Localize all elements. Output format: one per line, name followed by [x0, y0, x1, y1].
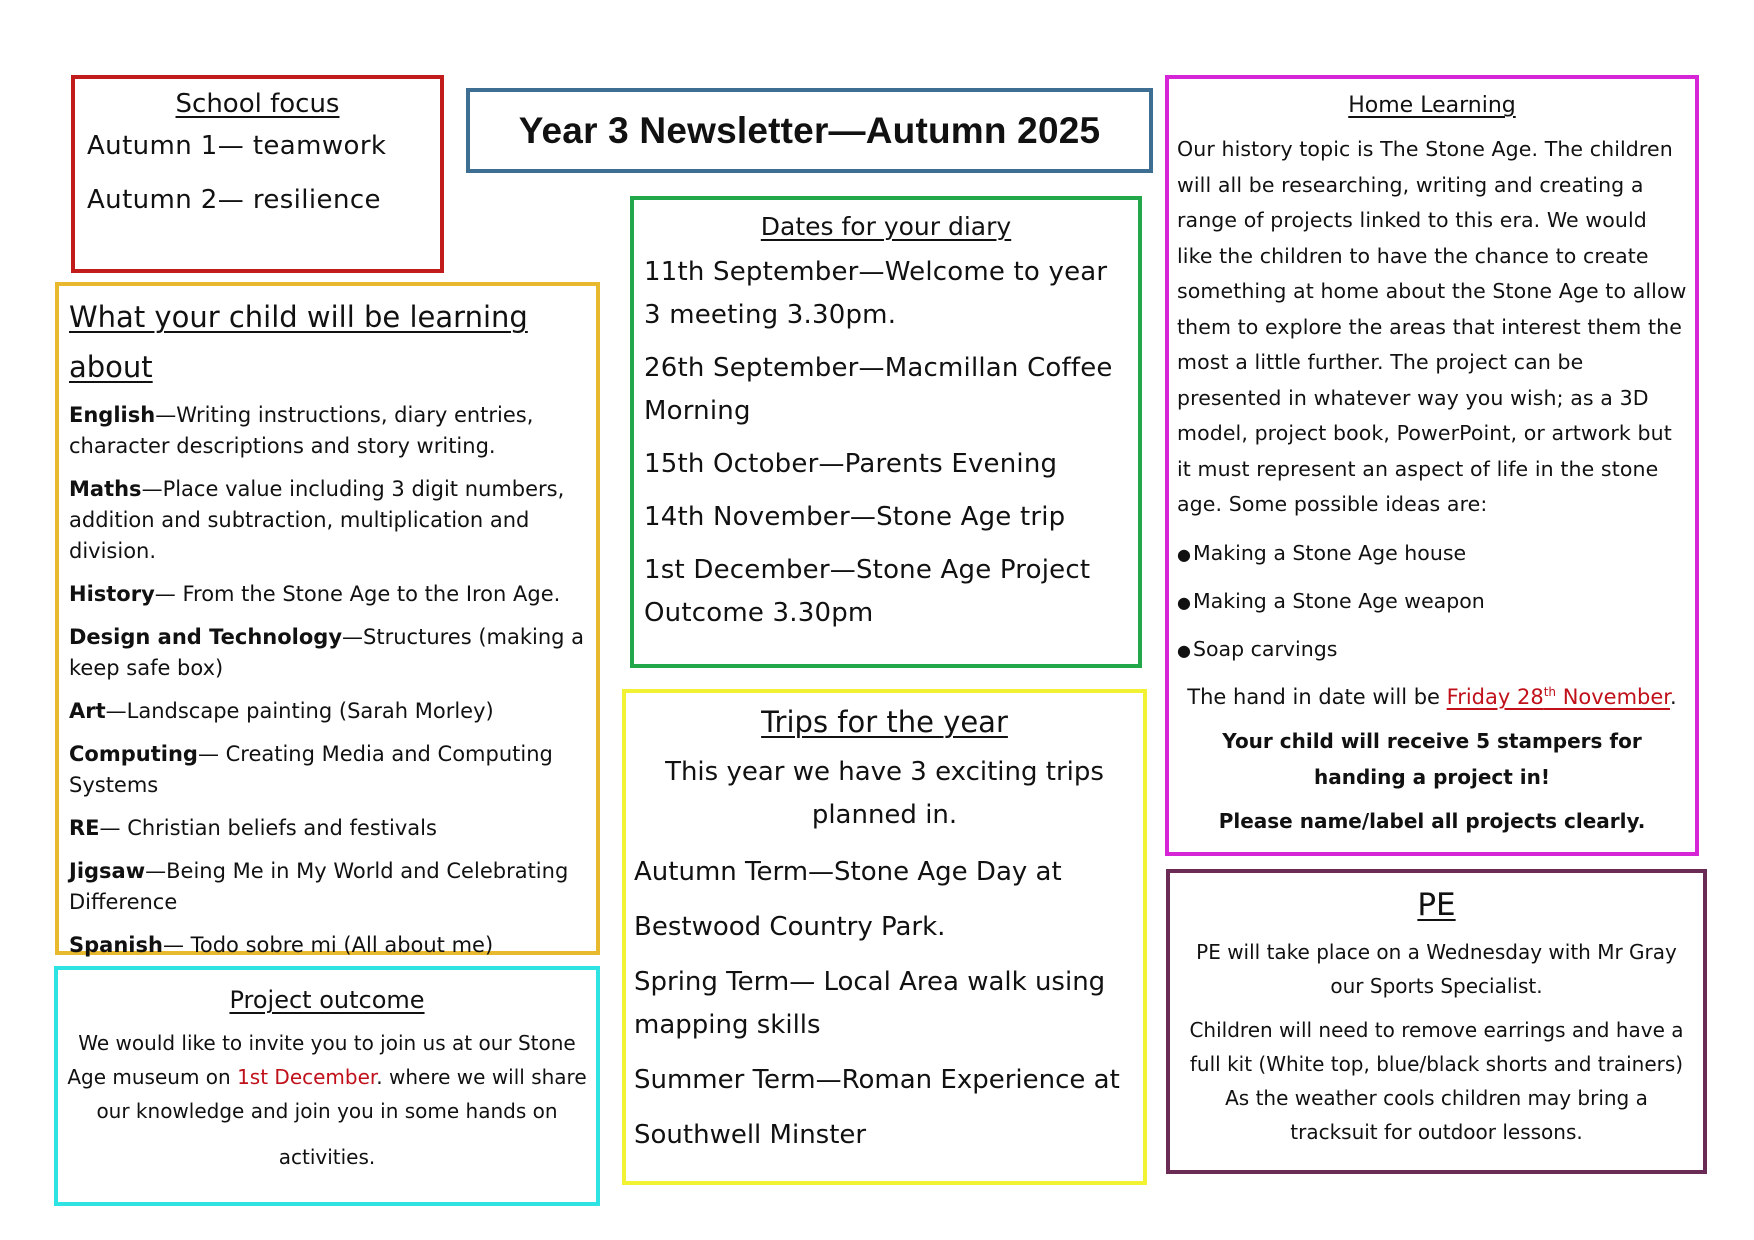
bullet-icon: ●: [1177, 640, 1191, 660]
trips-heading: Trips for the year: [761, 705, 1008, 739]
subject-re: [69, 813, 586, 844]
bullet-icon: ●: [1177, 544, 1191, 564]
subject-dt: [69, 622, 586, 684]
home-learning-heading: Home Learning: [1348, 93, 1516, 118]
newsletter-title: Year 3 Newsletter—Autumn 2025: [518, 109, 1101, 151]
hand-in-date: [1177, 685, 1687, 709]
subject-name: RE: [69, 816, 100, 840]
hand-in-deadline: [1447, 685, 1670, 709]
learning-heading: What your child will be learning about: [69, 300, 528, 384]
trip-item: Bestwood Country Park.: [634, 912, 946, 942]
subject-name: History: [69, 582, 155, 606]
stampers-note: Your child will receive 5 stampers for handing a project in!: [1222, 728, 1642, 789]
subject-maths: [69, 474, 586, 567]
project-text-before: We would like to invite you to join us at our Stone Age museum on: [67, 1031, 576, 1089]
home-learning-body: Our history topic is The Stone Age. The children will all be researching, writing and creating a range of projects linked to this era. We would like the children to have the chance to create something at home about the Stone Age to allow them to explore the areas that interest them the most a little further. The project can be presented in whatever way you wish; as a 3D model, project book, PowerPoint, or artwork but it must represent an aspect of life in the stone age. Some possible ideas are:: [1177, 137, 1687, 516]
trip-item: Southwell Minster: [634, 1120, 867, 1150]
project-outcome-panel: [54, 966, 600, 1206]
idea-text: Making a Stone Age weapon: [1193, 588, 1485, 613]
subject-spanish: [69, 930, 586, 961]
school-focus-item: Autumn 2— resilience: [87, 185, 381, 215]
subject-name: Jigsaw: [69, 859, 146, 883]
idea-item: [1177, 541, 1687, 565]
trip-item: Autumn Term—Stone Age Day at: [634, 857, 1062, 887]
project-last-line: activities.: [278, 1145, 376, 1169]
subject-name: Computing: [69, 742, 198, 766]
subject-english: [69, 400, 586, 462]
subject-jigsaw: [69, 856, 586, 918]
project-text-after: . where we will share our knowledge and join you in some hands on: [96, 1065, 587, 1123]
label-note: Please name/label all projects clearly.: [1218, 808, 1646, 833]
school-focus-item: Autumn 1— teamwork: [87, 131, 387, 161]
idea-item: [1177, 589, 1687, 613]
date-item: 14th November—Stone Age trip: [644, 502, 1066, 532]
trip-item: Spring Term— Local Area walk using mapping skills: [634, 967, 1106, 1040]
school-focus-panel: [71, 75, 444, 273]
dates-panel: [630, 196, 1142, 668]
subject-name: Design and Technology: [69, 625, 343, 649]
subject-name: Maths: [69, 477, 142, 501]
subject-name: Spanish: [69, 933, 163, 957]
subject-name: Art: [69, 699, 106, 723]
subject-text: —Structures (making a keep safe box): [69, 625, 585, 680]
pe-panel: [1166, 869, 1707, 1174]
subject-text: — From the Stone Age to the Iron Age.: [154, 582, 561, 606]
idea-text: Soap carvings: [1193, 636, 1338, 661]
subject-text: — Christian beliefs and festivals: [99, 816, 437, 840]
pe-paragraph: PE will take place on a Wednesday with Mr Gray our Sports Specialist.: [1196, 940, 1677, 998]
bullet-icon: ●: [1177, 592, 1191, 612]
subject-text: — Creating Media and Computing Systems: [69, 742, 553, 797]
date-item: 11th September—Welcome to year 3 meeting 3.30pm.: [644, 257, 1108, 330]
ideas-list: [1177, 541, 1687, 661]
newsletter-title-panel: [466, 88, 1153, 173]
project-outcome-text: [66, 1026, 588, 1128]
learning-panel: [55, 282, 600, 955]
date-item: 26th September—Macmillan Coffee Morning: [644, 353, 1113, 426]
subject-name: English: [69, 403, 156, 427]
subject-computing: [69, 739, 586, 801]
trips-intro: This year we have 3 exciting trips planned in.: [665, 757, 1104, 830]
pe-paragraph: Children will need to remove earrings and have a full kit (White top, blue/black shorts and trainers) As the weather cools children may bring a tracksuit for outdoor lessons.: [1189, 1018, 1684, 1144]
hand-in-day: Friday 28: [1446, 684, 1544, 709]
subject-art: [69, 696, 586, 727]
idea-text: Making a Stone Age house: [1193, 540, 1467, 565]
dates-heading: Dates for your diary: [760, 212, 1012, 241]
pe-heading: PE: [1417, 887, 1456, 923]
trip-item: Summer Term—Roman Experience at: [634, 1065, 1120, 1095]
subject-history: [69, 579, 586, 610]
date-item: 15th October—Parents Evening: [644, 449, 1058, 479]
hand-in-month: November: [1556, 684, 1671, 709]
trips-panel: [622, 689, 1147, 1185]
project-date: 1st December: [237, 1065, 377, 1089]
school-focus-heading: School focus: [175, 89, 340, 119]
hand-in-prefix: The hand in date will be: [1187, 684, 1447, 709]
idea-item: [1177, 637, 1687, 661]
date-item: 1st December—Stone Age Project Outcome 3.30pm: [644, 555, 1091, 628]
subject-text: —Writing instructions, diary entries, character descriptions and story writing.: [69, 403, 534, 458]
subject-text: —Place value including 3 digit numbers, addition and subtraction, multiplication and division.: [69, 477, 565, 563]
hand-in-sup: th: [1543, 684, 1557, 699]
hand-in-suffix: .: [1670, 684, 1677, 709]
project-outcome-heading: Project outcome: [229, 986, 425, 1014]
home-learning-panel: [1165, 75, 1699, 856]
subject-text: —Landscape painting (Sarah Morley): [105, 699, 494, 723]
subject-text: —Being Me in My World and Celebrating Difference: [69, 859, 569, 914]
subject-text: — Todo sobre mi (All about me): [162, 933, 494, 957]
